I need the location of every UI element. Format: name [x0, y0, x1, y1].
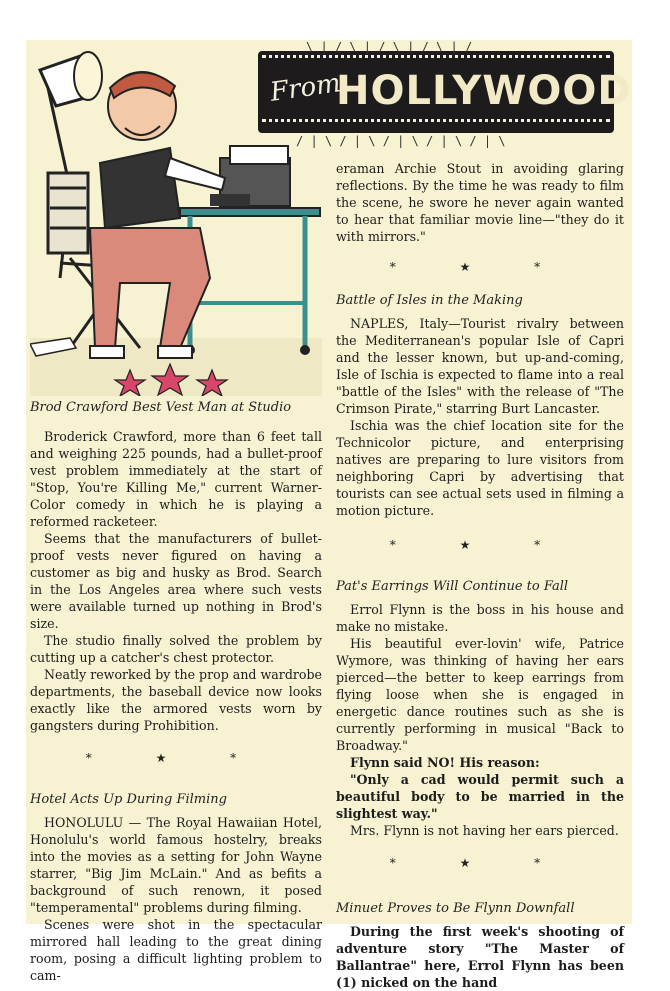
- paragraph: "Only a cad would permit such a beautiful body to be married in the slightest way.": [336, 772, 624, 821]
- paragraph: His beautiful ever-lovin' wife, Patrice Wymore, was thinking of having her ears pierced—the better to keep earrings from flying loose when she is engaged in energetic dance routines such as she is currently performing in musical "Back to Broadway.": [336, 636, 624, 753]
- paragraph: eraman Archie Stout in avoiding glaring reflections. By the time he was ready to film the scene, he swore he never again wanted to hear that familiar movie line—"they do it with mirrors.": [336, 161, 624, 244]
- section-divider-stars: * ★ *: [389, 856, 571, 870]
- left-column: [30, 428, 322, 984]
- banner-rays-bottom: / | \ / | \ / | \ / | \ / | \: [296, 134, 506, 148]
- minuet-heading: Minuet Proves to Be Flynn Downfall: [336, 901, 575, 916]
- banner-title: HOLLYWOOD: [336, 68, 632, 114]
- paragraph: Neatly reworked by the prop and wardrobe departments, the baseball device now looks exactly like the armored vests worn by gangsters during Prohibition.: [30, 667, 322, 733]
- paragraph: Flynn said NO! His reason:: [350, 755, 540, 770]
- section-divider-stars: * ★ *: [85, 751, 267, 765]
- paragraph: Broderick Crawford, more than 6 feet tall and weighing 225 pounds, had a bullet-proof vest problem immediately at the start of "Stop, You're Killing Me," current Warner-Color comedy in which he is playing a reformed racketeer.: [30, 429, 322, 529]
- section-divider-stars: * ★ *: [389, 538, 571, 552]
- paragraph: The studio finally solved the problem by cutting up a catcher's chest protector.: [30, 633, 322, 665]
- illustration-caption: Brod Crawford Best Vest Man at Studio: [30, 400, 292, 415]
- paragraph: Errol Flynn is the boss in his house and make no mistake.: [336, 602, 624, 634]
- paragraph: NAPLES, Italy—Tourist rivalry between the Mediterranean's popular Isle of Capri and the lesser known, but up-and-coming, Isle of Ischia is expected to flame into a real "battle of the Isles" with the release of "The Crimson Pirate," starring Burt Lancaster.: [336, 316, 624, 416]
- typist-illustration: [30, 48, 322, 396]
- right-column: [336, 160, 624, 991]
- banner-rays-top: \ | / \ | / \ | / \ | /: [306, 40, 473, 54]
- paragraph: During the first week's shooting of adventure story "The Master of Ballantrae" here, Errol Flynn has been (1) nicked on the hand: [336, 924, 624, 990]
- paragraph: Scenes were shot in the spectacular mirrored hall leading to the great dining room, posing a difficult lighting problem to cam-: [30, 917, 322, 983]
- banner-from: From: [268, 68, 343, 108]
- paragraph: Ischia was the chief location site for the Technicolor picture, and enterprising natives are preparing to lure visitors from neighboring Capri by advertising that tourists can see actual sets used in filming a motion picture.: [336, 418, 624, 518]
- paragraph: Mrs. Flynn is not having her ears pierced.: [350, 823, 619, 838]
- paragraph: Seems that the manufacturers of bullet-proof vests never figured on having a customer as big and husky as Brod. Search in the Los Angeles area where such vests were available turned up nothing in Brod's size.: [30, 531, 322, 631]
- section-divider-stars: * ★ *: [389, 260, 571, 274]
- hotel-heading: Hotel Acts Up During Filming: [30, 792, 227, 807]
- earrings-heading: Pat's Earrings Will Continue to Fall: [336, 579, 569, 594]
- isles-heading: Battle of Isles in the Making: [336, 293, 523, 308]
- paragraph: HONOLULU — The Royal Hawaiian Hotel, Honolulu's world famous hostelry, breaks into the movies as a setting for John Wayne starrer, "Big Jim McLain." And as befits a background of such renown, it posed "temperamental" problems during filming.: [30, 815, 322, 915]
